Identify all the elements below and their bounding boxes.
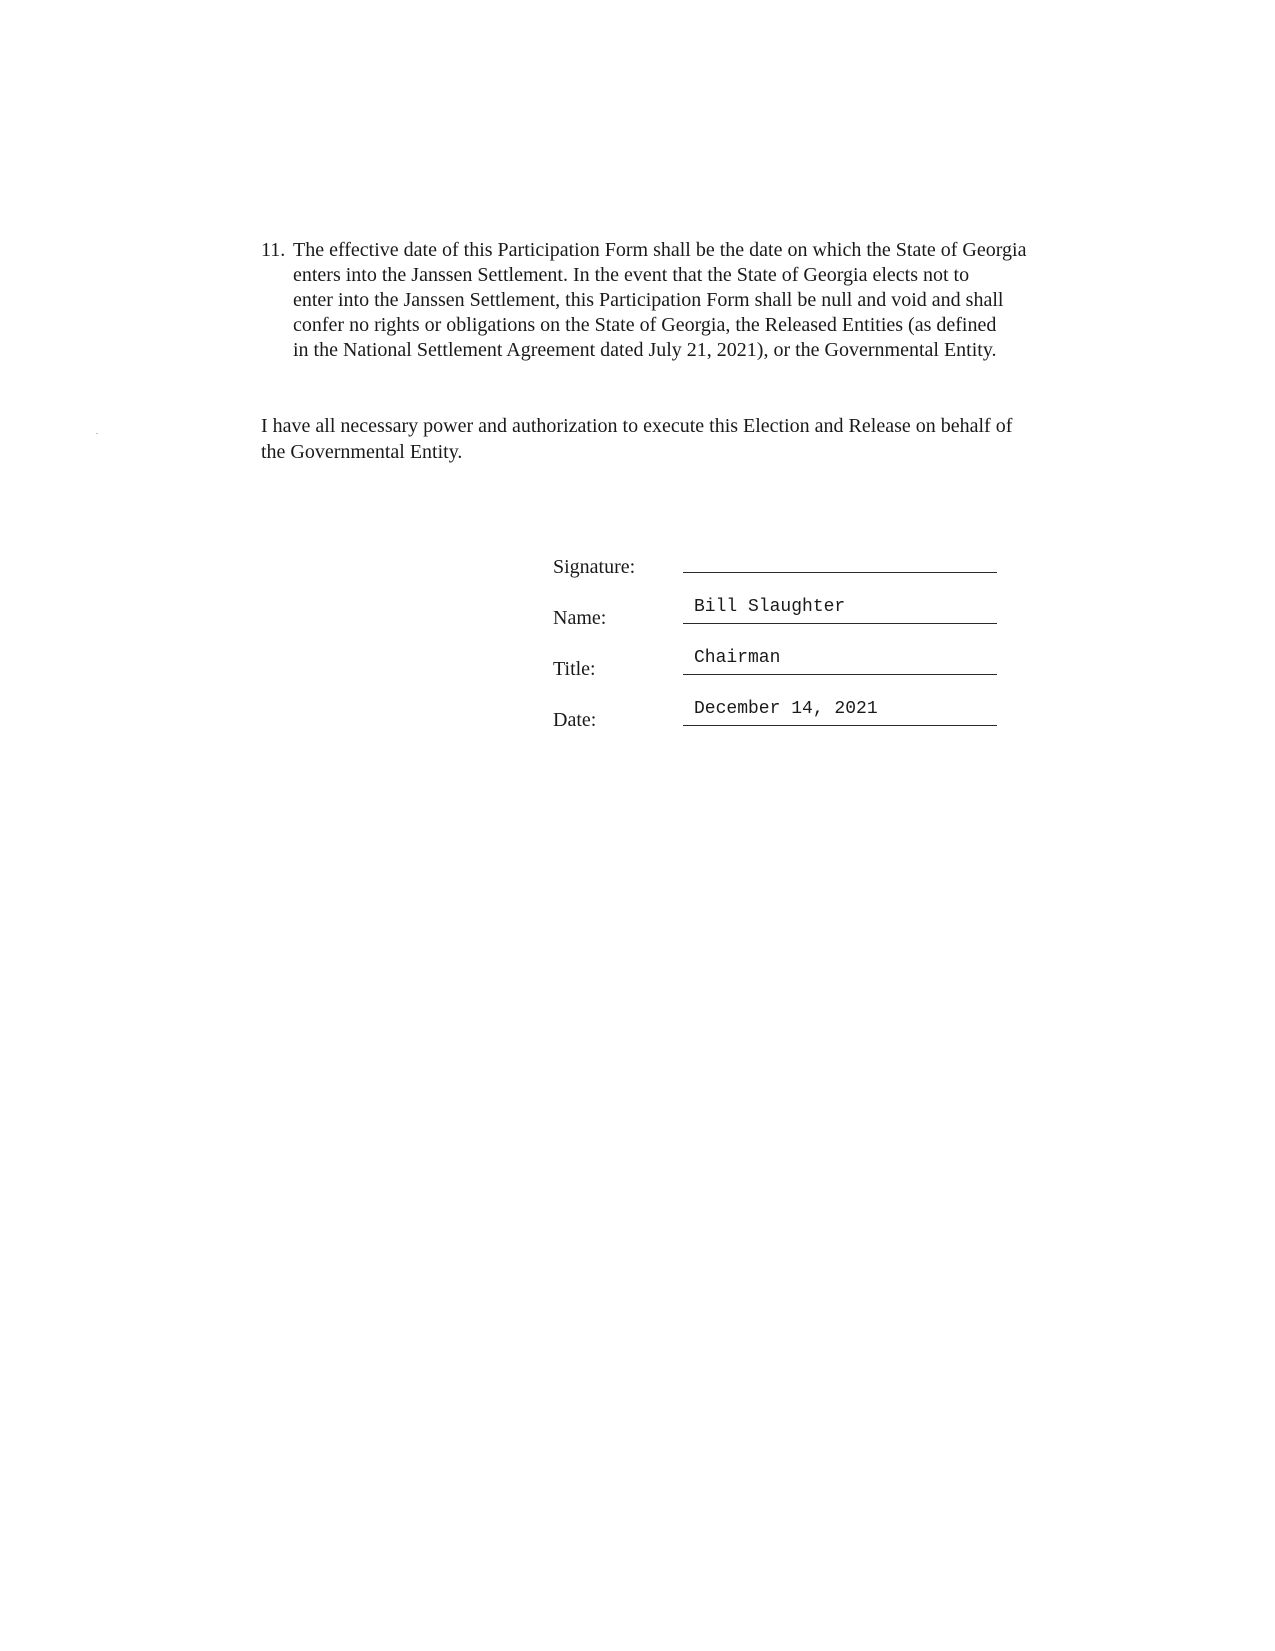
authorization-statement	[261, 413, 1091, 465]
signature-row	[553, 530, 1003, 581]
title-label: Title:	[553, 658, 596, 680]
paragraph-line: enters into the Janssen Settlement. In the event that the State of Georgia elects not to	[293, 264, 970, 286]
paragraph-line: The effective date of this Participation Form shall be the date on which the State of Georgia	[293, 239, 1027, 261]
name-line	[683, 623, 997, 624]
date-line	[683, 725, 997, 726]
paragraph-line: enter into the Janssen Settlement, this Participation Form shall be null and void and shall	[293, 289, 1004, 311]
name-value[interactable]: Bill Slaughter	[694, 597, 846, 617]
date-value[interactable]: December 14, 2021	[694, 699, 878, 719]
name-row	[553, 581, 1003, 632]
paragraph-11	[261, 238, 1091, 363]
name-label: Name:	[553, 607, 607, 629]
signature-line	[683, 572, 997, 573]
paragraph-line: in the National Settlement Agreement dated July 21, 2021), or the Governmental Entity.	[293, 339, 997, 361]
scan-speck	[96, 433, 98, 434]
title-value[interactable]: Chairman	[694, 648, 781, 668]
paragraph-line: confer no rights or obligations on the State of Georgia, the Released Entities (as defined	[293, 314, 997, 336]
title-line	[683, 674, 997, 675]
authorization-line: I have all necessary power and authorization to execute this Election and Release on behalf of	[261, 415, 1013, 437]
signature-label: Signature:	[553, 556, 636, 578]
authorization-line: the Governmental Entity.	[261, 441, 463, 463]
title-row	[553, 632, 1003, 683]
paragraph-number: 11.	[261, 239, 286, 261]
signature-block	[553, 530, 1003, 734]
date-label: Date:	[553, 709, 597, 731]
date-row	[553, 683, 1003, 734]
